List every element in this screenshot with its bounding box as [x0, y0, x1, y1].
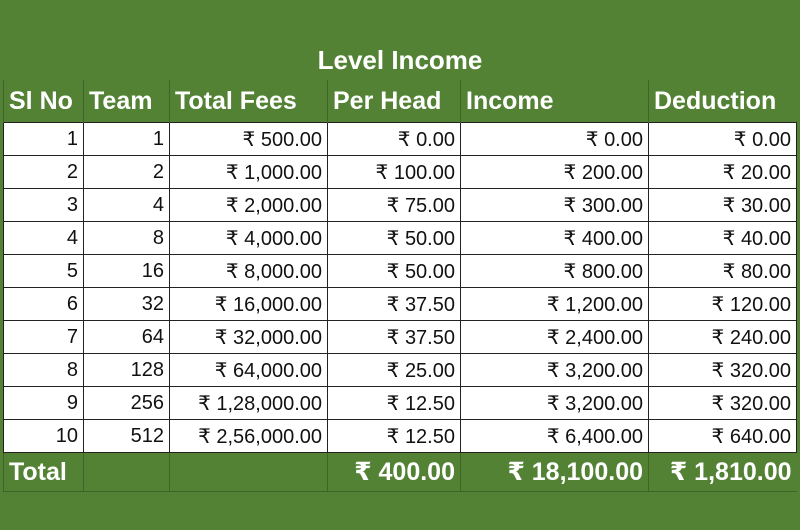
cell-per-head[interactable]: ₹ 37.50	[328, 288, 461, 321]
cell-sl-no[interactable]: 1	[4, 123, 84, 156]
cell-total-fees[interactable]: ₹ 500.00	[170, 123, 328, 156]
total-fees-cell[interactable]	[170, 453, 328, 492]
table-row	[4, 420, 797, 453]
table-row	[4, 222, 797, 255]
column-header-income[interactable]: Income	[461, 80, 649, 123]
cell-income[interactable]: ₹ 3,200.00	[461, 387, 649, 420]
cell-sl-no[interactable]: 4	[4, 222, 84, 255]
cell-deduction[interactable]: ₹ 640.00	[649, 420, 797, 453]
cell-sl-no[interactable]: 10	[4, 420, 84, 453]
cell-deduction[interactable]: ₹ 320.00	[649, 387, 797, 420]
total-per-head-cell[interactable]: ₹ 400.00	[328, 453, 461, 492]
column-header-sl-no[interactable]: Sl No	[4, 80, 84, 123]
cell-per-head[interactable]: ₹ 25.00	[328, 354, 461, 387]
cell-per-head[interactable]: ₹ 37.50	[328, 321, 461, 354]
cell-deduction[interactable]: ₹ 120.00	[649, 288, 797, 321]
cell-income[interactable]: ₹ 800.00	[461, 255, 649, 288]
cell-team[interactable]: 2	[84, 156, 170, 189]
total-deduction-cell[interactable]: ₹ 1,810.00	[649, 453, 797, 492]
cell-deduction[interactable]: ₹ 20.00	[649, 156, 797, 189]
cell-income[interactable]: ₹ 2,400.00	[461, 321, 649, 354]
table-row	[4, 156, 797, 189]
column-header-team[interactable]: Team	[84, 80, 170, 123]
table-row	[4, 189, 797, 222]
table-row	[4, 123, 797, 156]
table-row	[4, 387, 797, 420]
cell-sl-no[interactable]: 5	[4, 255, 84, 288]
cell-total-fees[interactable]: ₹ 4,000.00	[170, 222, 328, 255]
cell-team[interactable]: 256	[84, 387, 170, 420]
total-label[interactable]: Total	[4, 453, 84, 492]
cell-deduction[interactable]: ₹ 40.00	[649, 222, 797, 255]
cell-per-head[interactable]: ₹ 12.50	[328, 387, 461, 420]
cell-total-fees[interactable]: ₹ 32,000.00	[170, 321, 328, 354]
total-team-cell[interactable]	[84, 453, 170, 492]
total-row	[4, 453, 797, 492]
table-row	[4, 321, 797, 354]
table-row	[4, 288, 797, 321]
cell-team[interactable]: 64	[84, 321, 170, 354]
cell-deduction[interactable]: ₹ 320.00	[649, 354, 797, 387]
cell-deduction[interactable]: ₹ 30.00	[649, 189, 797, 222]
cell-total-fees[interactable]: ₹ 64,000.00	[170, 354, 328, 387]
cell-total-fees[interactable]: ₹ 1,28,000.00	[170, 387, 328, 420]
column-header-total-fees[interactable]: Total Fees	[170, 80, 328, 123]
cell-income[interactable]: ₹ 400.00	[461, 222, 649, 255]
cell-per-head[interactable]: ₹ 75.00	[328, 189, 461, 222]
cell-per-head[interactable]: ₹ 50.00	[328, 222, 461, 255]
cell-deduction[interactable]: ₹ 80.00	[649, 255, 797, 288]
cell-income[interactable]: ₹ 0.00	[461, 123, 649, 156]
cell-sl-no[interactable]: 7	[4, 321, 84, 354]
cell-team[interactable]: 512	[84, 420, 170, 453]
cell-total-fees[interactable]: ₹ 1,000.00	[170, 156, 328, 189]
cell-income[interactable]: ₹ 300.00	[461, 189, 649, 222]
cell-team[interactable]: 32	[84, 288, 170, 321]
column-header-per-head[interactable]: Per Head	[328, 80, 461, 123]
cell-sl-no[interactable]: 6	[4, 288, 84, 321]
cell-income[interactable]: ₹ 1,200.00	[461, 288, 649, 321]
header-row	[4, 80, 797, 123]
cell-total-fees[interactable]: ₹ 2,000.00	[170, 189, 328, 222]
cell-sl-no[interactable]: 9	[4, 387, 84, 420]
cell-deduction[interactable]: ₹ 0.00	[649, 123, 797, 156]
table-row	[4, 354, 797, 387]
cell-total-fees[interactable]: ₹ 2,56,000.00	[170, 420, 328, 453]
cell-per-head[interactable]: ₹ 12.50	[328, 420, 461, 453]
cell-per-head[interactable]: ₹ 50.00	[328, 255, 461, 288]
cell-team[interactable]: 1	[84, 123, 170, 156]
cell-sl-no[interactable]: 2	[4, 156, 84, 189]
total-income-cell[interactable]: ₹ 18,100.00	[461, 453, 649, 492]
cell-sl-no[interactable]: 8	[4, 354, 84, 387]
sheet-title: Level Income	[317, 45, 483, 75]
cell-income[interactable]: ₹ 200.00	[461, 156, 649, 189]
cell-income[interactable]: ₹ 3,200.00	[461, 354, 649, 387]
table-row	[4, 255, 797, 288]
column-header-deduction[interactable]: Deduction	[649, 80, 797, 123]
cell-team[interactable]: 128	[84, 354, 170, 387]
level-income-table	[3, 80, 797, 492]
cell-team[interactable]: 16	[84, 255, 170, 288]
cell-team[interactable]: 4	[84, 189, 170, 222]
cell-team[interactable]: 8	[84, 222, 170, 255]
cell-sl-no[interactable]: 3	[4, 189, 84, 222]
cell-per-head[interactable]: ₹ 0.00	[328, 123, 461, 156]
cell-income[interactable]: ₹ 6,400.00	[461, 420, 649, 453]
cell-per-head[interactable]: ₹ 100.00	[328, 156, 461, 189]
cell-total-fees[interactable]: ₹ 8,000.00	[170, 255, 328, 288]
cell-total-fees[interactable]: ₹ 16,000.00	[170, 288, 328, 321]
cell-deduction[interactable]: ₹ 240.00	[649, 321, 797, 354]
